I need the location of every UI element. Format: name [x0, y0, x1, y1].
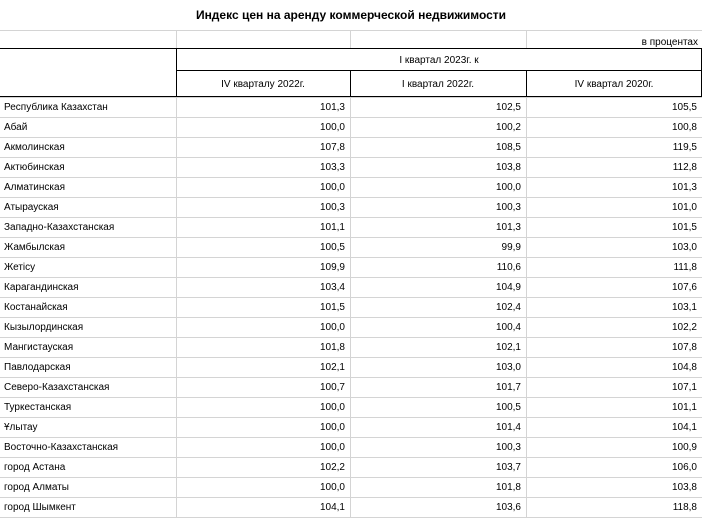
region-label: Актюбинская [4, 162, 65, 173]
value-cell: 100,9 [671, 442, 697, 453]
value-cell: 101,7 [495, 382, 521, 393]
value-cell: 101,4 [495, 422, 521, 433]
value-cell: 103,8 [495, 162, 521, 173]
value-cell: 105,5 [671, 102, 697, 113]
value-cell: 100,3 [495, 442, 521, 453]
header-border [526, 70, 527, 96]
region-label: Акмолинская [4, 142, 65, 153]
value-cell: 103,6 [495, 502, 521, 513]
value-cell: 118,8 [672, 502, 697, 513]
region-label: Жамбылская [4, 242, 65, 253]
value-cell: 100,0 [319, 182, 345, 193]
column-header-q4-2022: IV кварталу 2022г. [221, 79, 305, 90]
value-cell: 101,8 [495, 482, 521, 493]
region-label: Мангистауская [4, 342, 74, 353]
value-cell: 119,5 [672, 142, 697, 153]
value-cell: 101,0 [671, 202, 697, 213]
value-cell: 100,0 [319, 322, 345, 333]
value-cell: 110,6 [496, 262, 521, 273]
value-cell: 103,0 [671, 242, 697, 253]
value-cell: 100,0 [319, 402, 345, 413]
value-cell: 101,3 [495, 222, 521, 233]
value-cell: 100,0 [495, 182, 521, 193]
column-header-q1-2022: I квартал 2022г. [401, 79, 475, 90]
value-cell: 111,8 [673, 262, 697, 273]
value-cell: 101,8 [319, 342, 345, 353]
value-cell: 103,7 [495, 462, 521, 473]
region-label: Павлодарская [4, 362, 71, 373]
value-cell: 100,7 [319, 382, 345, 393]
value-cell: 102,1 [319, 362, 345, 373]
value-cell: 101,3 [319, 102, 345, 113]
value-cell: 107,8 [319, 142, 345, 153]
value-cell: 107,6 [671, 282, 697, 293]
value-cell: 100,0 [319, 482, 345, 493]
value-cell: 100,0 [319, 422, 345, 433]
value-cell: 103,0 [495, 362, 521, 373]
region-label: Карагандинская [4, 282, 79, 293]
value-cell: 104,9 [495, 282, 521, 293]
value-cell: 107,8 [671, 342, 697, 353]
value-cell: 102,4 [495, 302, 521, 313]
value-cell: 101,5 [319, 302, 345, 313]
region-label: Атырауская [4, 202, 59, 213]
value-cell: 103,3 [319, 162, 345, 173]
region-label: Туркестанская [4, 402, 72, 413]
value-cell: 100,5 [495, 402, 521, 413]
region-label: Костанайская [4, 302, 68, 313]
value-cell: 101,1 [671, 402, 697, 413]
value-cell: 101,1 [319, 222, 345, 233]
value-cell: 101,3 [671, 182, 697, 193]
value-cell: 109,9 [319, 262, 345, 273]
group-header: I квартал 2023г. к [399, 55, 479, 66]
value-cell: 103,1 [671, 302, 697, 313]
unit-label: в процентах [641, 37, 698, 48]
value-cell: 104,8 [671, 362, 697, 373]
region-label: город Астана [4, 462, 66, 473]
region-label: Ұлытау [4, 422, 38, 433]
value-cell: 112,8 [672, 162, 697, 173]
gridline-h [0, 30, 702, 31]
value-cell: 101,5 [671, 222, 697, 233]
value-cell: 106,0 [671, 462, 697, 473]
region-label: Восточно-Казахстанская [4, 442, 119, 453]
gridline-v [350, 30, 351, 48]
value-cell: 100,4 [495, 322, 521, 333]
value-cell: 103,8 [671, 482, 697, 493]
gridline-v [526, 30, 527, 48]
header-border [350, 70, 351, 96]
table-title: Индекс цен на аренду коммерческой недвижимости [195, 8, 507, 22]
value-cell: 100,0 [319, 442, 345, 453]
value-cell: 100,8 [671, 122, 697, 133]
value-cell: 108,5 [495, 142, 521, 153]
column-header-q4-2020: IV квартал 2020г. [574, 79, 654, 90]
value-cell: 102,2 [319, 462, 345, 473]
header-border [176, 48, 177, 96]
region-label: Кызылординская [4, 322, 84, 333]
region-label: город Алматы [4, 482, 69, 493]
region-label: Северо-Казахстанская [4, 382, 110, 393]
header-border [0, 48, 702, 49]
region-label: Западно-Казахстанская [4, 222, 115, 233]
value-cell: 107,1 [671, 382, 697, 393]
value-cell: 104,1 [671, 422, 697, 433]
value-cell: 102,5 [495, 102, 521, 113]
region-label: Республика Казахстан [4, 102, 108, 113]
region-label: Алматинская [4, 182, 65, 193]
value-cell: 102,1 [495, 342, 521, 353]
region-label: город Шымкент [4, 502, 76, 513]
value-cell: 100,3 [319, 202, 345, 213]
value-cell: 100,3 [495, 202, 521, 213]
value-cell: 100,2 [495, 122, 521, 133]
value-cell: 100,0 [319, 122, 345, 133]
value-cell: 99,9 [501, 242, 521, 253]
region-label: Жетісу [4, 262, 36, 273]
header-border [176, 70, 702, 71]
value-cell: 102,2 [671, 322, 697, 333]
region-label: Абай [4, 122, 28, 133]
value-cell: 104,1 [319, 502, 345, 513]
value-cell: 103,4 [319, 282, 345, 293]
value-cell: 100,5 [319, 242, 345, 253]
gridline-v [176, 30, 177, 48]
